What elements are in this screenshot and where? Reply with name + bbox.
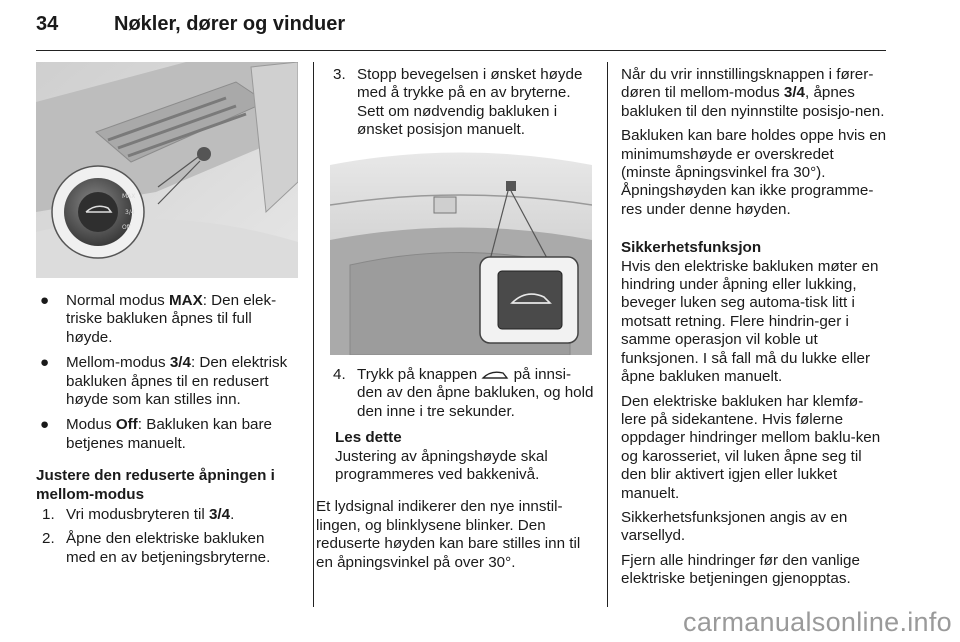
note-title: Les dette xyxy=(335,429,402,447)
tailgate-button-illustration xyxy=(330,145,592,355)
tailgate-icon xyxy=(481,368,509,380)
column-3 xyxy=(621,66,887,589)
column-2-bottom xyxy=(316,366,595,572)
adjust-steps xyxy=(42,506,296,567)
list-item: 3. Stopp bevegelsen i ønsket høyde med å trykke på en av bryterne. Sett om nødvendig bakluken i ønsket posisjon manuelt. xyxy=(333,66,583,139)
paragraph: Bakluken kan bare holdes oppe hvis en minimumshøyde er overskredet (minste åpningsvinkel fra 30°). xyxy=(621,127,887,182)
switch-label-max: MAX xyxy=(122,193,136,200)
switch-label-off: Off xyxy=(122,224,131,231)
header-rule xyxy=(36,50,886,51)
list-item: ● Modus Off: Bakluken kan bare betjenes manuelt. xyxy=(40,416,272,452)
subheading-adjust: Justere den reduserte åpningen i mellom-modus xyxy=(36,467,275,503)
column-2-top xyxy=(333,66,595,146)
paragraph: Et lydsignal indikerer den nye innstil-lingen, og blinklysene blinker. Den reduserte høyden kan bare stilles inn til en åpningsvinkel på over 30°. xyxy=(316,498,581,571)
list-item: 2. Åpne den elektriske bakluken med en av betjeningsbryterne. xyxy=(42,530,271,566)
column-divider-1 xyxy=(313,62,314,607)
adjust-steps-cont-2 xyxy=(333,366,595,421)
switch-label-mid: 3/4 xyxy=(125,209,135,216)
list-item: ● Normal modus MAX: Den elek-triske bakluken åpnes til full høyde. xyxy=(40,292,277,346)
paragraph: Hvis den elektriske bakluken møter en hindring under åpning eller lukking, beveger luken seg automa-tisk litt i motsatt retning. Flere hindrin-ger i samme operasjon vil koble ut funksjonen. I så fall må du lukke eller åpne bakluken manuelt. xyxy=(621,257,879,386)
column-divider-2 xyxy=(607,62,608,607)
door-switch-illustration xyxy=(36,62,298,278)
watermark: carmanualsonline.info xyxy=(683,607,952,637)
list-item: 4. Trykk på knappen på innsi-den av den åpne bakluken, og hold den inne i tre sekunder. xyxy=(333,366,594,420)
column-1 xyxy=(36,292,296,573)
page-header xyxy=(36,0,886,50)
page-title: Nøkler, dører og vinduer xyxy=(114,13,346,35)
list-item: ● Mellom-modus 3/4: Den elektrisk bakluken åpnes til en redusert høyde som kan stilles inn. xyxy=(40,354,288,409)
page-number: 34 xyxy=(36,13,59,35)
note-text: Justering av åpningshøyde skal programmeres ved bakkenivå. xyxy=(335,447,548,484)
paragraph: Åpningshøyden kan ikke programme-res under denne høyden. xyxy=(621,182,874,218)
adjust-steps-cont xyxy=(333,66,595,140)
paragraph: Når du vrir innstillingsknappen i fører-døren til mellom-modus 3/4, åpnes bakluken til den nyinnstilte posisjo-nen. xyxy=(621,66,885,120)
list-item: 1. Vri modusbryteren til 3/4. xyxy=(42,506,235,524)
paragraph: Sikkerhetsfunksjonen angis av en varsellyd. xyxy=(621,508,848,545)
paragraph: Fjern alle hindringer før den vanlige elektriske betjeningen gjenopptas. xyxy=(621,551,860,588)
paragraph: Den elektriske bakluken har klemfø-lere på sidekantene. Hvis følerne oppdager hindringer mellom baklu-ken og karosseriet, vil luken åpne seg til den blir aktivert igjen eller lukket manuelt. xyxy=(621,392,881,502)
subheading-safety: Sikkerhetsfunksjon xyxy=(621,239,762,257)
mode-list xyxy=(36,292,296,453)
